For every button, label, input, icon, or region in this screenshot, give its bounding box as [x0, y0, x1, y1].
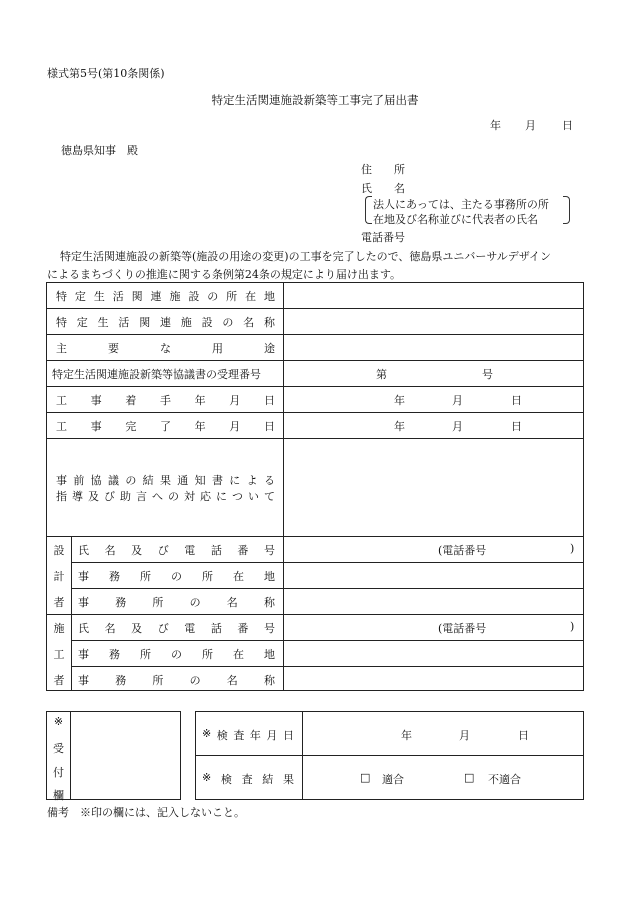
label-char: の	[171, 648, 182, 661]
body-line1: 特定生活関連施設の新築等(施設の用途の変更)の工事を完了したので、徳島県ユニバーサルデザイン	[60, 250, 552, 263]
label-char: 話	[210, 544, 222, 557]
label-char: 事	[78, 570, 89, 583]
prior-consult-line2	[56, 488, 275, 504]
contractor-phone-close: )	[570, 620, 575, 633]
label-char: の	[189, 596, 201, 609]
label-char: の	[125, 474, 137, 487]
label-char: び	[157, 544, 169, 557]
label-char: 前	[73, 474, 85, 487]
contractor-char3: 者	[53, 674, 65, 687]
label-char: 氏	[78, 622, 89, 635]
contractor-char1: 施	[53, 622, 65, 635]
inspection-date-label	[202, 727, 294, 743]
label-char: 書	[211, 474, 223, 487]
name-label: 氏 名	[361, 182, 405, 195]
contractor-name-phone-label	[78, 620, 275, 636]
prior-consult-line1	[56, 472, 275, 488]
label-char: い	[248, 490, 259, 503]
label-char: 務	[109, 648, 120, 661]
designer-office-location-label	[78, 568, 275, 584]
bracket-left	[365, 196, 372, 224]
label-char: 果	[159, 474, 171, 487]
label-char: の	[168, 490, 179, 503]
label-char: 事	[78, 674, 89, 687]
label-char: 所	[226, 290, 238, 303]
label-char: 月	[229, 394, 241, 407]
label-char: 地	[264, 648, 275, 661]
completion-day: 日	[511, 420, 522, 433]
label-char: 特	[56, 290, 67, 303]
label-char: 事	[78, 596, 89, 609]
label-char: 検	[220, 773, 232, 786]
label-char: に	[216, 490, 227, 503]
label-char: 対	[184, 490, 195, 503]
designer-phone-close: )	[570, 542, 575, 555]
corp-note-line1: 法人にあっては、主たる事務所の所	[373, 198, 549, 211]
label-char: な	[160, 342, 171, 355]
label-char: 名	[226, 596, 238, 609]
agreement-no-suffix: 号	[482, 368, 493, 381]
label-char: 所	[202, 648, 213, 661]
label-char: 指	[56, 490, 67, 503]
label-char: 手	[159, 394, 171, 407]
label-char: 言	[136, 490, 147, 503]
label-char: 氏	[78, 544, 89, 557]
label-char: 年	[194, 394, 206, 407]
body-line2: によるまちづくりの推進に関する条例第24条の規定により届け出ます。	[47, 268, 402, 281]
label-char: 所	[140, 570, 151, 583]
start-day: 日	[511, 394, 522, 407]
completion-date-label	[56, 418, 275, 434]
bracket-right	[563, 196, 570, 224]
label-char: 務	[115, 674, 127, 687]
label-char: 結	[262, 773, 274, 786]
inspection-result-label	[202, 771, 294, 787]
label-char: 知	[194, 474, 206, 487]
label-char: 名	[104, 544, 116, 557]
label-char: へ	[152, 490, 163, 503]
phone-label: 電話番号	[361, 231, 405, 244]
label-char: 施	[169, 290, 181, 303]
label-char: 年	[194, 420, 206, 433]
label-char: 導	[72, 490, 83, 503]
label-char: 生	[97, 316, 109, 329]
facility-location-label	[56, 288, 275, 304]
label-char: 連	[159, 316, 171, 329]
label-char: 名	[243, 316, 255, 329]
label-char: 活	[118, 316, 130, 329]
label-char: 査	[241, 773, 253, 786]
label-char: 工	[56, 420, 67, 433]
label-char: 結	[142, 474, 154, 487]
designer-char3: 者	[53, 596, 65, 609]
label-char: ※	[202, 727, 212, 740]
label-char: 査	[233, 729, 245, 742]
label-char: 協	[90, 474, 102, 487]
label-char: 事	[56, 474, 67, 487]
label-char: 在	[233, 648, 244, 661]
label-char: 所	[152, 596, 164, 609]
label-char: 及	[131, 622, 143, 635]
label-char: 名	[226, 674, 238, 687]
designer-char1: 設	[53, 544, 65, 557]
label-char: 完	[125, 420, 137, 433]
date-month-label: 月	[525, 119, 536, 132]
label-char: 活	[112, 290, 124, 303]
label-char: 月	[266, 729, 278, 742]
label-char: 在	[245, 290, 257, 303]
address-label: 住 所	[361, 163, 405, 176]
designer-office-name-label	[78, 594, 275, 610]
label-char: 施	[180, 316, 192, 329]
label-char: 特	[56, 316, 67, 329]
label-char: 話	[210, 622, 222, 635]
designer-char2: 計	[53, 570, 65, 583]
label-char: 設	[188, 290, 200, 303]
label-char: 所	[152, 674, 164, 687]
label-char: 検	[216, 729, 228, 742]
label-char: 助	[120, 490, 131, 503]
label-char: 番	[237, 622, 249, 635]
remarks: 備考 ※印の欄には、記入しないこと。	[47, 806, 245, 819]
label-char: 番	[237, 544, 249, 557]
contractor-office-name-label	[78, 672, 275, 688]
date-year-label: 年	[490, 119, 501, 132]
label-char: 月	[229, 420, 241, 433]
designer-phone-open: (電話番号	[438, 544, 487, 557]
label-char: 称	[263, 674, 275, 687]
label-char: 電	[184, 544, 196, 557]
label-char: 関	[139, 316, 151, 329]
agreement-no-prefix: 第	[376, 368, 387, 381]
reception-char3: 欄	[53, 789, 64, 802]
label-char: 設	[201, 316, 213, 329]
fail-label: 不適合	[488, 773, 521, 786]
label-char: 議	[107, 474, 119, 487]
form-title: 特定生活関連施設新築等工事完了届出書	[211, 93, 419, 107]
label-char: 通	[177, 474, 189, 487]
start-date-label	[56, 392, 275, 408]
date-day-label: 日	[562, 119, 573, 132]
label-char: 定	[74, 290, 86, 303]
label-char: 果	[282, 773, 294, 786]
inspection-year: 年	[401, 729, 412, 742]
label-char: 電	[184, 622, 196, 635]
reception-char2: 付	[53, 766, 64, 779]
label-char: の	[222, 316, 234, 329]
label-char: 務	[115, 596, 127, 609]
label-char: 所	[140, 648, 151, 661]
label-char: 及	[88, 490, 99, 503]
label-char: 日	[282, 729, 294, 742]
inspection-month: 月	[459, 729, 470, 742]
label-char: 務	[109, 570, 120, 583]
label-char: つ	[232, 490, 243, 503]
main-use-label	[56, 340, 275, 356]
reception-char1: 受	[53, 742, 64, 755]
contractor-phone-open: (電話番号	[438, 622, 487, 635]
label-char: 号	[263, 622, 275, 635]
label-char: 定	[76, 316, 88, 329]
facility-name-label	[56, 314, 275, 330]
label-char: 及	[131, 544, 143, 557]
label-char: 所	[202, 570, 213, 583]
label-char: 事	[78, 648, 89, 661]
addressee: 徳島県知事 殿	[61, 144, 138, 157]
label-char: の	[171, 570, 182, 583]
label-char: 事	[90, 420, 102, 433]
label-char: 連	[150, 290, 162, 303]
label-char: 途	[264, 342, 275, 355]
designer-name-phone-label	[78, 542, 275, 558]
label-char: 日	[263, 420, 275, 433]
label-char: て	[264, 490, 275, 503]
label-char: 応	[200, 490, 211, 503]
label-char: 称	[263, 316, 275, 329]
agreement-number-label: 特定生活関連施設新築等協議書の受理番号	[52, 368, 261, 381]
label-char: 関	[131, 290, 143, 303]
label-char: 名	[104, 622, 116, 635]
pass-label: 適合	[382, 773, 404, 786]
start-month: 月	[452, 394, 463, 407]
label-char: 生	[93, 290, 105, 303]
label-char: の	[207, 290, 219, 303]
form-number: 様式第5号(第10条関係)	[47, 67, 165, 80]
label-char: び	[157, 622, 169, 635]
label-char: 要	[108, 342, 119, 355]
label-char: 地	[263, 290, 275, 303]
start-year: 年	[394, 394, 405, 407]
label-char: に	[229, 474, 241, 487]
label-char: 称	[263, 596, 275, 609]
label-char: 了	[159, 420, 171, 433]
label-char: 用	[212, 342, 223, 355]
label-char: 在	[233, 570, 244, 583]
label-char: 着	[125, 394, 137, 407]
reception-mark: ※	[53, 715, 64, 728]
label-char: の	[189, 674, 201, 687]
pass-checkbox[interactable]: □	[360, 771, 371, 784]
contractor-office-location-label	[78, 646, 275, 662]
label-char: 事	[90, 394, 102, 407]
corp-note-line2: 在地及び名称並びに代表者の氏名	[373, 213, 538, 226]
label-char: 地	[264, 570, 275, 583]
label-char: 日	[263, 394, 275, 407]
label-char: 号	[263, 544, 275, 557]
completion-year: 年	[394, 420, 405, 433]
table-divider	[283, 282, 284, 691]
label-char: び	[104, 490, 115, 503]
label-char: ※	[202, 771, 212, 784]
label-char: 工	[56, 394, 67, 407]
label-char: よ	[246, 474, 258, 487]
contractor-char2: 工	[53, 648, 65, 661]
fail-checkbox[interactable]: □	[464, 771, 475, 784]
label-char: 主	[56, 342, 67, 355]
inspection-day: 日	[518, 729, 529, 742]
label-char: る	[263, 474, 275, 487]
completion-month: 月	[452, 420, 463, 433]
label-char: 年	[249, 729, 261, 742]
